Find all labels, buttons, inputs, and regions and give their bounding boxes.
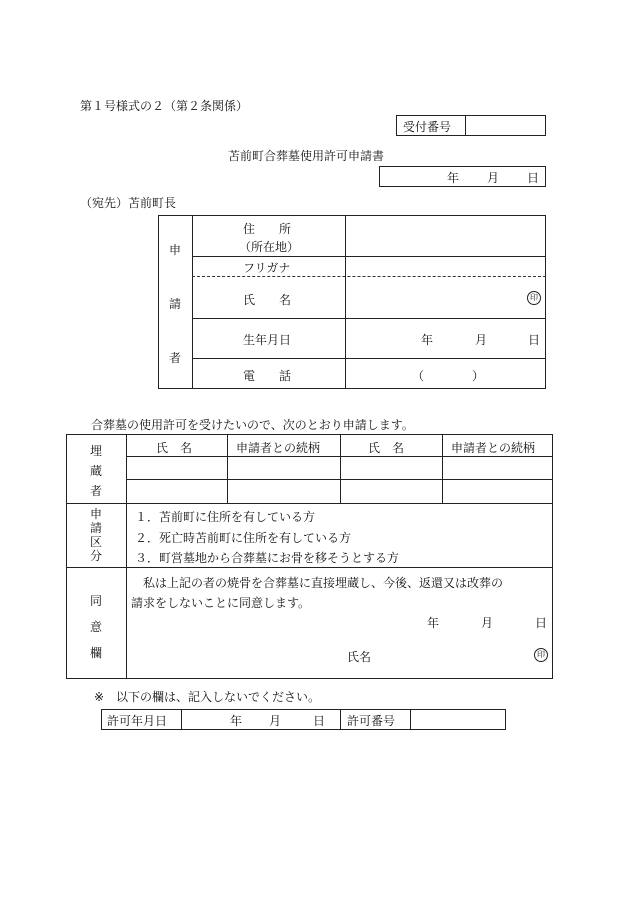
form-number: 第１号様式の２（第２条関係）: [80, 99, 249, 113]
consent-text-line-2: 請求をしないことに同意します。: [131, 596, 311, 610]
receipt-label: 受付番号: [403, 120, 452, 134]
birth-month-label: 月: [475, 333, 488, 347]
permit-number-label: 許可番号: [347, 714, 396, 728]
consent-name-label: 氏名: [347, 650, 372, 664]
permit-month-label: 月: [269, 714, 282, 728]
applicant-side-label-2: 請: [168, 297, 181, 311]
date-month-label: 月: [487, 171, 500, 185]
burial-header-relation-2: 申請者との続柄: [451, 441, 536, 455]
burial-header-relation-1: 申請者との続柄: [236, 441, 321, 455]
name-field[interactable]: [348, 279, 523, 316]
consent-day-label: 日: [535, 616, 548, 630]
consent-side-label-1: 同: [89, 594, 102, 608]
burial-side-label-2: 蔵: [89, 464, 102, 478]
category-side-label-1: 申: [89, 507, 102, 521]
category-option-3[interactable]: ３．町営墓地から合葬墓にお骨を移そうとする方: [135, 551, 400, 565]
consent-year-label: 年: [427, 616, 440, 630]
burial-side-label-1: 埋: [89, 444, 102, 458]
burial-name-field-2[interactable]: [342, 458, 440, 477]
birth-year-label: 年: [421, 333, 434, 347]
applicant-side-label-3: 者: [168, 351, 181, 365]
permit-day-label: 日: [313, 714, 326, 728]
burial-side-label-3: 者: [89, 484, 102, 498]
furigana-label: フリガナ: [243, 261, 291, 275]
name-label: 氏 名: [243, 293, 292, 307]
furigana-field[interactable]: [348, 258, 543, 275]
address-field[interactable]: [348, 218, 543, 254]
application-date-box[interactable]: [379, 166, 546, 187]
permit-number-field[interactable]: [414, 712, 502, 727]
birthdate-label: 生年月日: [243, 333, 292, 347]
burial-relation-field-4[interactable]: [444, 481, 551, 501]
seal-icon: 印: [527, 291, 541, 305]
burial-relation-field-1[interactable]: [229, 458, 338, 477]
phone-label: 電 話: [243, 369, 292, 383]
form-title: 苫前町合葬墓使用許可申請書: [228, 149, 385, 163]
consent-month-label: 月: [481, 616, 494, 630]
burial-name-field-3[interactable]: [128, 481, 225, 501]
receipt-number-field[interactable]: [472, 118, 542, 133]
consent-text-line-1: 私は上記の者の焼骨を合葬墓に直接埋蔵し、今後、返還又は改葬の: [131, 576, 504, 590]
applicant-side-label-1: 申: [168, 243, 181, 257]
consent-side-label-3: 欄: [89, 646, 102, 660]
burial-header-name-2: 氏 名: [368, 441, 405, 455]
intro-text: 合葬墓の使用許可を受けたいので、次のとおり申請します。: [91, 418, 414, 432]
category-side-label-4: 分: [89, 549, 102, 563]
date-year-label: 年: [447, 171, 460, 185]
consent-name-field[interactable]: [375, 643, 525, 667]
permit-year-label: 年: [230, 714, 243, 728]
address-sub-label: （所在地）: [239, 240, 300, 254]
addressee: （宛先）苫前町長: [80, 196, 177, 210]
permit-date-label: 許可年月日: [107, 714, 168, 728]
burial-relation-field-2[interactable]: [444, 458, 551, 477]
category-side-label-2: 請: [89, 521, 102, 535]
birth-day-label: 日: [528, 333, 541, 347]
category-option-1[interactable]: １．苫前町に住所を有している方: [135, 510, 316, 524]
date-day-label: 日: [527, 171, 540, 185]
burial-name-field-4[interactable]: [342, 481, 440, 501]
phone-field[interactable]: （ ）: [412, 369, 485, 383]
office-use-note: ※ 以下の欄は、記入しないでください。: [94, 690, 321, 704]
burial-name-field-1[interactable]: [128, 458, 225, 477]
burial-header-name-1: 氏 名: [156, 441, 193, 455]
burial-relation-field-3[interactable]: [229, 481, 338, 501]
category-option-2[interactable]: ２．死亡時苫前町に住所を有している方: [135, 531, 352, 545]
consent-seal-icon: 印: [534, 648, 548, 662]
consent-side-label-2: 意: [89, 620, 102, 634]
category-side-label-3: 区: [89, 535, 102, 549]
address-label: 住 所: [243, 222, 292, 236]
